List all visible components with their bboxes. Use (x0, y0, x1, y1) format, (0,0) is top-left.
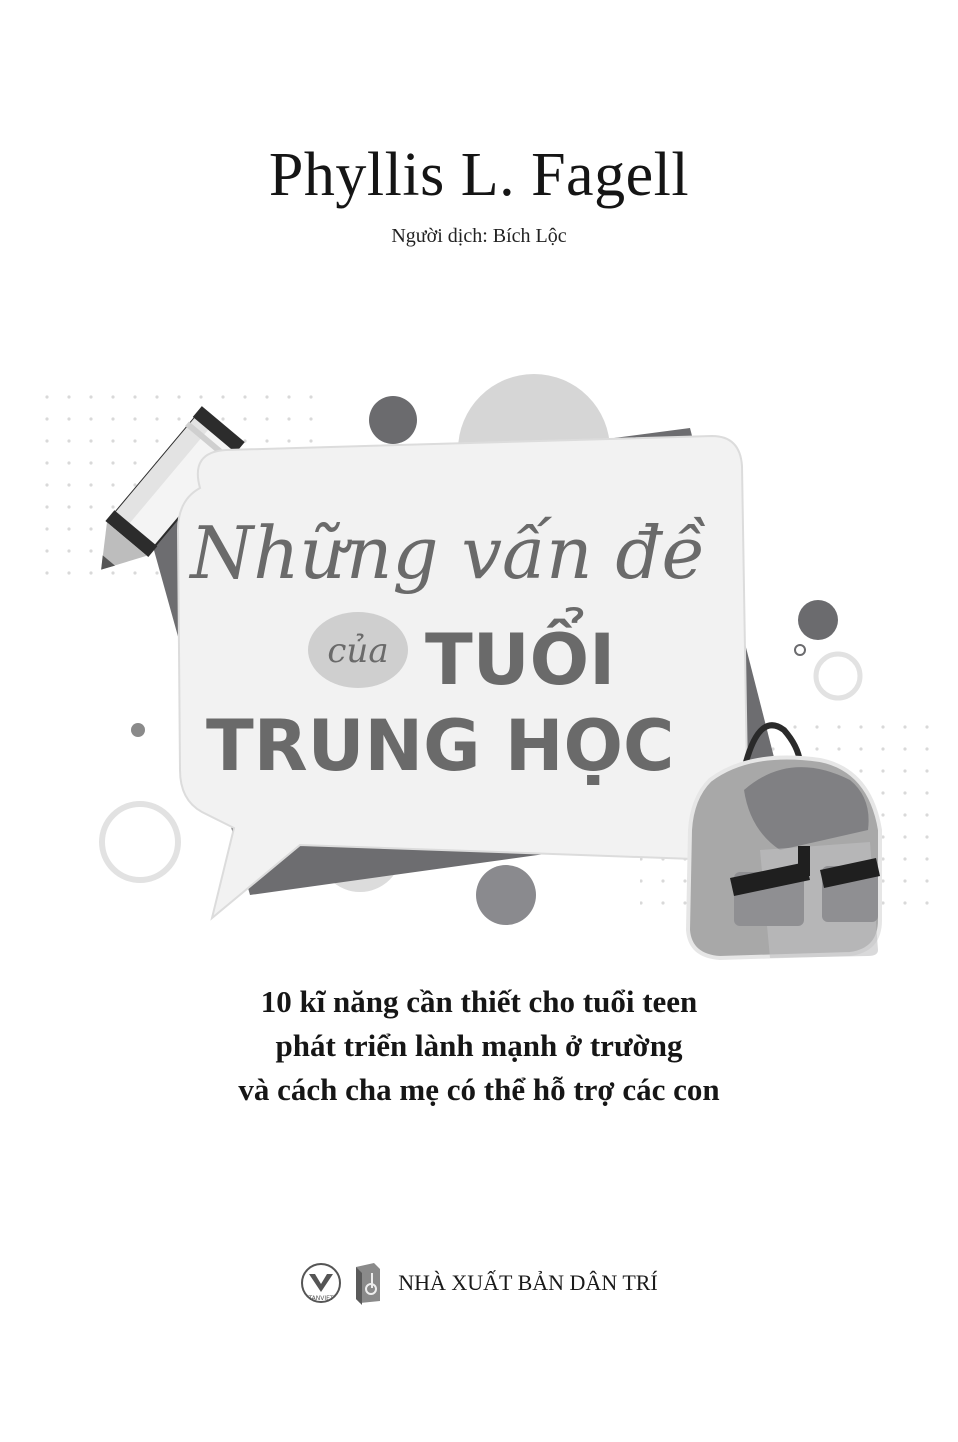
tanviet-logo-text: TANVIET (308, 1295, 334, 1302)
publisher-name: NHÀ XUẤT BẢN DÂN TRÍ (398, 1270, 658, 1295)
title-bold-line-1: TUỔI (425, 619, 616, 701)
left-small-dot (131, 723, 145, 737)
tiny-ring (795, 645, 805, 655)
title-bold-line-2: TRUNG HỌC (206, 705, 675, 787)
cover-illustration (0, 350, 958, 970)
publisher-block (0, 1258, 958, 1308)
translator-credit: Người dịch: Bích Lộc (391, 225, 567, 247)
dantri-logo-icon (352, 1261, 384, 1305)
bottom-circle (476, 865, 536, 925)
right-dark-circle (798, 600, 838, 640)
title-small-word: của (327, 631, 389, 671)
right-ring (816, 654, 860, 698)
small-dark-circle (369, 396, 417, 444)
title-script: Những vấn đề (190, 511, 706, 595)
subtitle-line-3: và cách cha mẹ có thể hỗ trợ các con (238, 1072, 720, 1107)
subtitle-line-2: phát triển lành mạnh ở trường (275, 1028, 683, 1063)
author-name: Phyllis L. Fagell (268, 141, 690, 209)
tanviet-logo-icon (300, 1262, 342, 1304)
subtitle-block (0, 980, 958, 1112)
left-ring (102, 804, 178, 880)
subtitle-line-1: 10 kĩ năng cần thiết cho tuổi teen (260, 984, 698, 1019)
